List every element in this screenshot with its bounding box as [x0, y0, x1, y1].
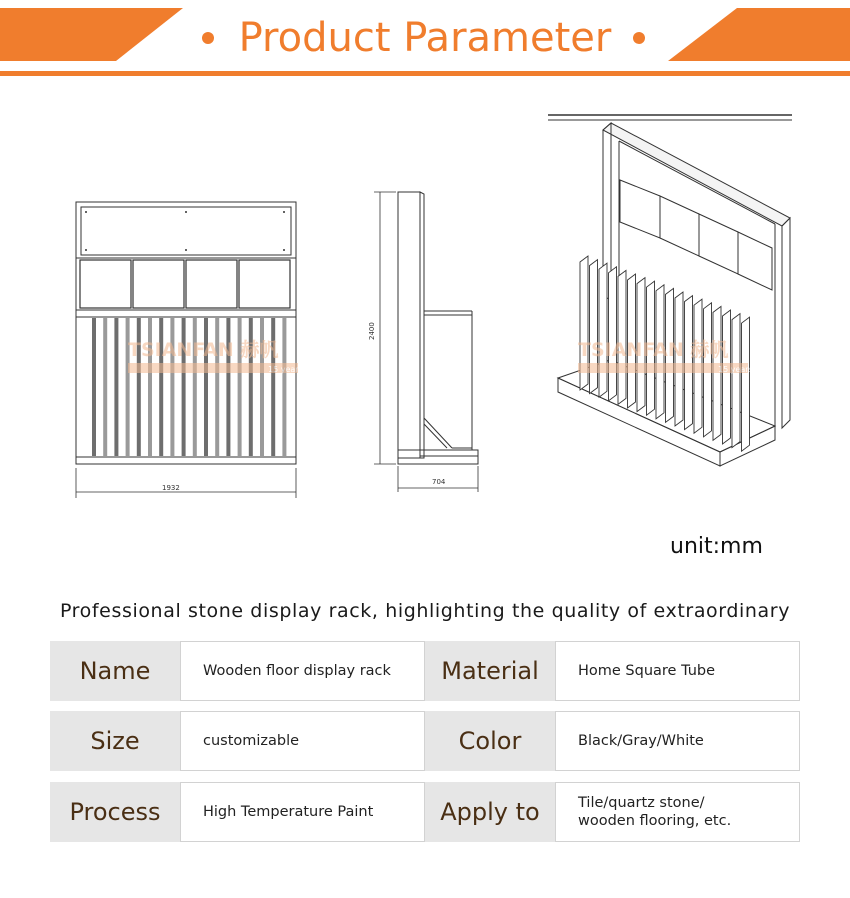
- page-title: Product Parameter: [238, 15, 612, 61]
- front-width-label: 1932: [162, 484, 180, 492]
- watermark-front-years: 15 years: [268, 365, 303, 374]
- watermark-front-brand: TSIANFAN 赫帆: [128, 339, 279, 361]
- technical-drawings: [0, 90, 850, 520]
- param-value-material: [555, 641, 800, 701]
- unit-label: unit:mm: [670, 534, 763, 559]
- isometric-slat: [609, 267, 617, 401]
- param-value-name-text: Wooden floor display rack: [203, 663, 391, 679]
- parameter-row-size: [50, 711, 800, 771]
- side-view-drawing: [398, 192, 478, 464]
- param-label-process: Process: [50, 782, 180, 842]
- param-label-material: Material: [425, 641, 555, 701]
- parameter-row-name: [50, 641, 800, 701]
- header-underline: [0, 71, 850, 76]
- product-tagline: Professional stone display rack, highlighting the quality of extraordinary: [59, 600, 791, 622]
- param-value-process-text: High Temperature Paint: [203, 804, 374, 820]
- front-slat: [92, 318, 96, 456]
- isometric-slat: [618, 270, 626, 404]
- param-value-process: [180, 782, 425, 842]
- isometric-slat: [590, 260, 598, 394]
- param-value-apply-to: [555, 782, 800, 842]
- front-width-dimension: [76, 468, 296, 498]
- side-height-dimension: [374, 192, 396, 464]
- watermark-iso-years: 15 years: [718, 365, 753, 374]
- param-value-material-text: Home Square Tube: [578, 663, 716, 679]
- front-slat: [103, 318, 107, 456]
- param-value-name: [180, 641, 425, 701]
- param-label-size: Size: [50, 711, 180, 771]
- side-height-label: 2400: [368, 322, 376, 340]
- param-label-apply-to: Apply to: [425, 782, 555, 842]
- isometric-slat: [599, 263, 607, 397]
- isometric-slat: [742, 317, 750, 451]
- param-value-color-text: Black/Gray/White: [578, 733, 704, 749]
- isometric-slat: [685, 296, 693, 430]
- param-value-apply-to-text: Tile/quartz stone/ wooden flooring, etc.: [578, 795, 732, 829]
- drawings-svg: [0, 90, 850, 520]
- param-label-color: Color: [425, 711, 555, 771]
- param-value-size-text: customizable: [203, 733, 300, 749]
- isometric-slat: [732, 314, 740, 448]
- front-view-screws: [85, 211, 285, 251]
- param-value-color: [555, 711, 800, 771]
- watermark-iso-brand: TSIANFAN 赫帆: [578, 339, 729, 361]
- front-slat: [114, 318, 118, 456]
- header-banner: [0, 0, 850, 80]
- watermark-iso: [578, 338, 753, 374]
- parameter-row-process: [50, 782, 800, 842]
- isometric-slat: [723, 310, 731, 444]
- param-label-name: Name: [50, 641, 180, 701]
- watermark-front: [128, 338, 303, 374]
- side-depth-label: 704: [432, 478, 446, 486]
- param-value-size: [180, 711, 425, 771]
- front-slat: [282, 318, 286, 456]
